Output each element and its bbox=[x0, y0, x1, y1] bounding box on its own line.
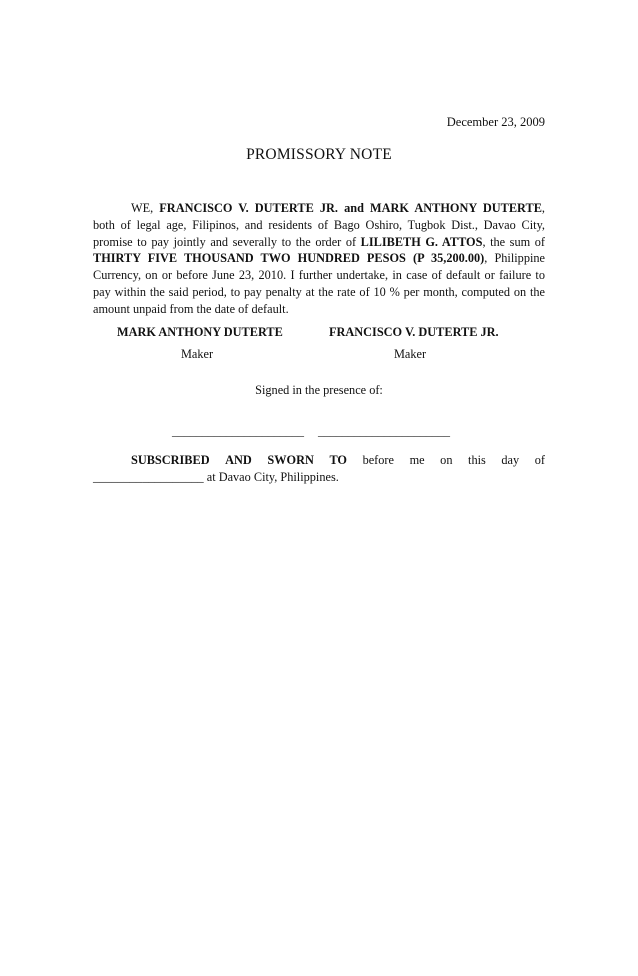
presence-text: Signed in the presence of: bbox=[255, 383, 383, 397]
body-text-2: , the sum of bbox=[482, 234, 545, 249]
jurat-line-1 bbox=[93, 452, 545, 469]
signer-name-1: MARK ANTHONY DUTERTE bbox=[117, 325, 283, 339]
jurat-place: at Davao City, Philippines. bbox=[203, 470, 339, 484]
jurat-block bbox=[93, 452, 545, 486]
jurat-line-2 bbox=[93, 469, 545, 486]
signer-role-1: Maker bbox=[181, 347, 214, 361]
jurat-word-on: on bbox=[440, 453, 453, 467]
jurat-word-before: before bbox=[362, 453, 394, 467]
body-we: WE, bbox=[131, 201, 160, 215]
witness-signature-line-2: ______________________ bbox=[318, 424, 450, 438]
payee-name: LILIBETH G. ATTOS bbox=[360, 234, 483, 249]
jurat-word-subscribed: SUBSCRIBED bbox=[131, 453, 210, 467]
body-and: and bbox=[337, 201, 371, 215]
amount-text: THIRTY FIVE THOUSAND TWO HUNDRED PESOS (P 35,200.00) bbox=[93, 251, 485, 266]
jurat-word-me: me bbox=[409, 453, 425, 467]
body-text-3: , Philippine Currency, on or before June 23, 2010. I further undertake, in case of default or failure to pay within the said period, to pay penalty at the rate of 10 % per month, computed on the amount unpaid from the date of default. bbox=[93, 251, 545, 316]
document-date: December 23, 2009 bbox=[446, 115, 545, 129]
document-title: PROMISSORY NOTE bbox=[246, 146, 392, 163]
jurat-date-blank: __________________ bbox=[93, 470, 204, 484]
jurat-word-day: day bbox=[501, 453, 520, 467]
jurat-word-of: of bbox=[534, 453, 545, 467]
witness-signature-line-1: ______________________ bbox=[172, 424, 304, 438]
party-name-1: FRANCISCO V. DUTERTE JR. bbox=[159, 201, 338, 215]
note-body bbox=[93, 200, 545, 318]
jurat-word-to: TO bbox=[329, 453, 347, 467]
party-name-2: MARK ANTHONY DUTERTE bbox=[370, 201, 542, 215]
body-text-1: , both of legal age, Filipinos, and residents of Bago Oshiro, Tugbok Dist., Davao City, promise to pay jointly and severally to the order of bbox=[93, 201, 545, 249]
jurat-word-and: AND bbox=[225, 453, 252, 467]
signer-role-2: Maker bbox=[394, 347, 427, 361]
jurat-word-sworn: SWORN bbox=[267, 453, 314, 467]
jurat-word-this: this bbox=[468, 453, 486, 467]
signer-name-2: FRANCISCO V. DUTERTE JR. bbox=[329, 325, 499, 339]
